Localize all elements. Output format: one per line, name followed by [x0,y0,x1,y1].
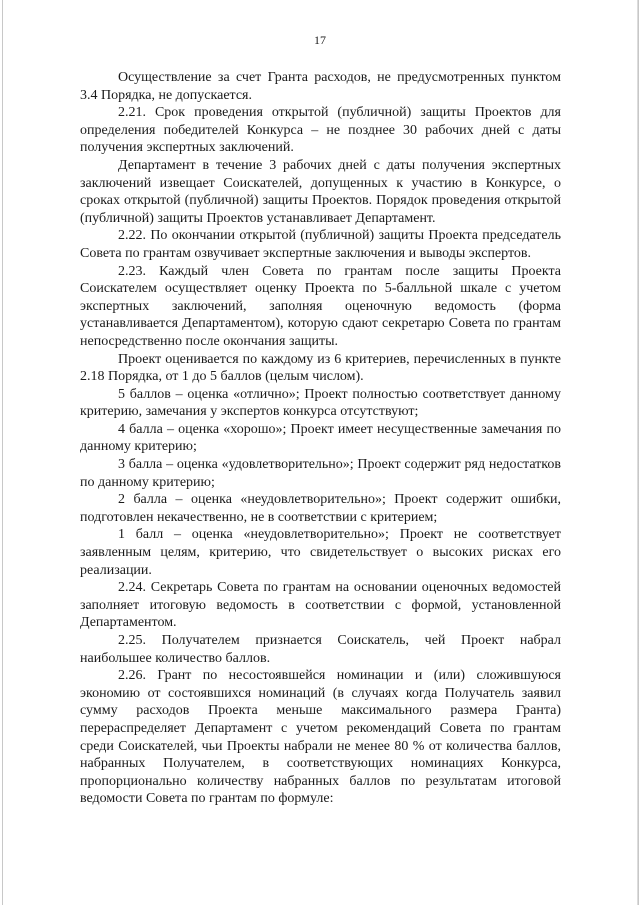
paragraph-score-2: 2 балла – оценка «неудовлетворительно»; Проект содержит ошибки, подготовлен некачественно, не в соответствии с критерием; [80,492,561,525]
paragraph-2-23: 2.23. Каждый член Совета по грантам после защиты Проекта Соискателем осуществляет оценку Проекта по 5-балльной шкале с учетом экспертных заключений, заполняя оценочную ведомость (форма устанавливается Департаментом), которую сдают секретарю Совета по грантам непосредственно после окончания защиты. [80,263,561,349]
paragraph-department-notice: Департамент в течение 3 рабочих дней с даты получения экспертных заключений извещает Соискателей, допущенных к участию в Конкурсе, о сроках открытой (публичной) защиты Проектов. Порядок проведения открытой (публичной) защиты Проектов устанавливает Департамент. [80,157,561,226]
paragraph-score-3: 3 балла – оценка «удовлетворительно»; Проект содержит ряд недостатков по данному критерию; [80,457,561,490]
paragraph-score-5: 5 баллов – оценка «отлично»; Проект полностью соответствует данному критерию, замечания у экспертов конкурса отсутствуют; [80,386,561,420]
paragraph-2-26: 2.26. Грант по несостоявшейся номинации и (или) сложившуюся экономию от состоявшихся номинаций (в случаях когда Получатель заявил сумму расходов Проекта меньше максимального размера Гранта) перераспределяет Департамент с учетом рекомендаций Совета по грантам среди Соискателей, чьи Проекты набрали не менее 80 % от количества баллов, набранных Получателем, в соответствующих номинациях Конкурса, пропорционально количеству набранных баллов по результатам итоговой ведомости Совета по грантам по формуле: [80,668,561,807]
paragraph-score-4: 4 балла – оценка «хорошо»; Проект имеет несущественные замечания по данному критерию; [80,421,561,455]
paragraph-2-24: 2.24. Секретарь Совета по грантам на основании оценочных ведомостей заполняет итоговую ведомость в соответствии с формой, установленной Департаментом. [80,580,561,631]
document-body [80,69,561,808]
scan-edge-right [637,0,639,905]
paragraph-criteria-scoring: Проект оценивается по каждому из 6 критериев, перечисленных в пункте 2.18 Порядка, от 1 до 5 баллов (целым числом). [80,351,561,385]
page-number: 17 [314,33,326,47]
paragraph-2-21: 2.21. Срок проведения открытой (публичной) защиты Проектов для определения победителей Конкурса – не позднее 30 рабочих дней с даты получения экспертных заключений. [80,105,561,156]
paragraph-2-25: 2.25. Получателем признается Соискатель, чей Проект набрал наибольшее количество баллов. [80,633,561,666]
paragraph-expenses-restriction: Осуществление за счет Гранта расходов, не предусмотренных пунктом 3.4 Порядка, не допускается. [80,70,561,103]
scan-edge-left [2,0,3,905]
paragraph-2-22: 2.22. По окончании открытой (публичной) защиты Проекта председатель Совета по грантам озвучивает экспертные заключения и выводы экспертов. [80,228,561,261]
paragraph-score-1: 1 балл – оценка «неудовлетворительно»; Проект не соответствует заявленным целям, критерию, что свидетельствует о высоких рисках его реализации. [80,527,561,578]
